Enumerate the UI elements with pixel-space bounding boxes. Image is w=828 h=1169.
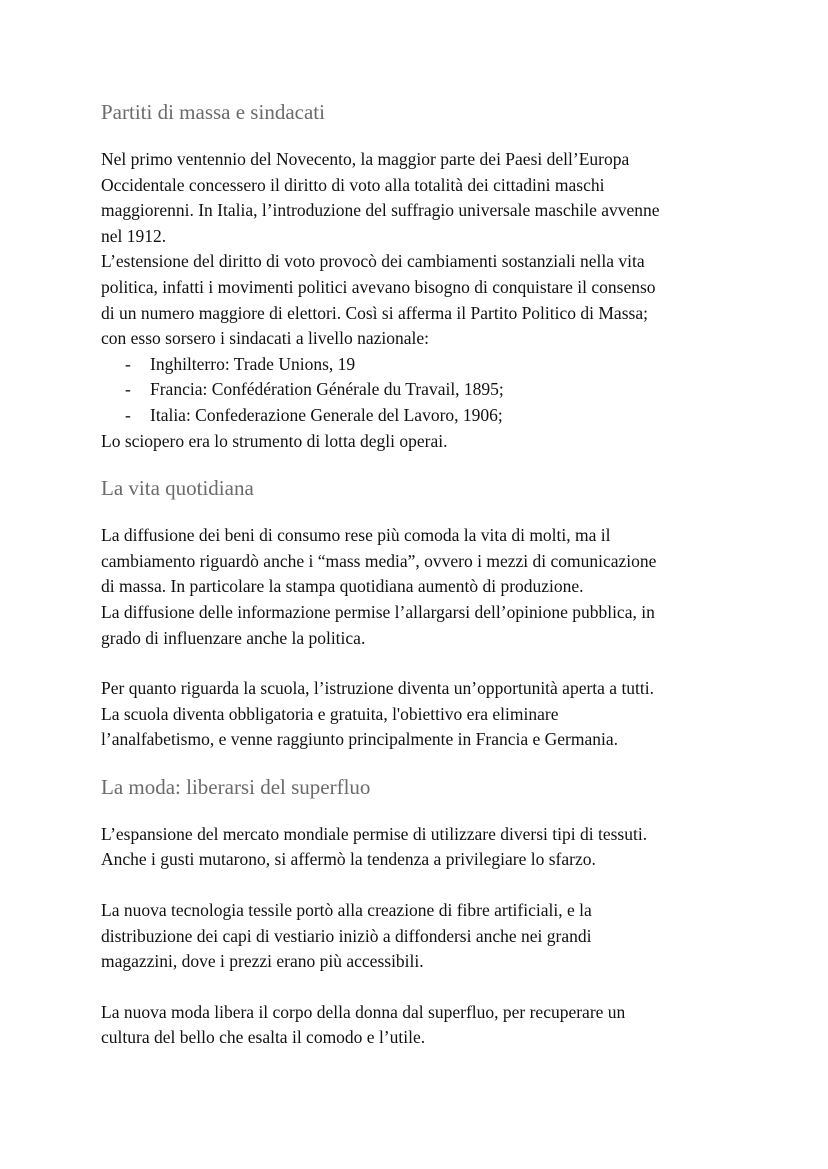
- dash-bullet: -: [125, 353, 131, 374]
- dash-bullet: -: [125, 379, 131, 400]
- closing-line: Lo sciopero era lo strumento di lotta degli operai.: [101, 430, 448, 451]
- text-line: con esso sorsero i sindacati a livello nazionale:: [101, 328, 430, 349]
- paragraph-mercato: [101, 822, 748, 873]
- text-line: La diffusione delle informazione permise l’allargarsi dell’opinione pubblica, in: [101, 601, 655, 622]
- text-line: La nuova moda libera il corpo della donna dal superfluo, per recuperare un: [101, 1001, 626, 1022]
- text-line: grado di influenzare anche la politica.: [101, 627, 366, 648]
- text-line: Anche i gusti mutarono, si affermò la tendenza a privilegiare lo sfarzo.: [101, 849, 596, 870]
- text-line: distribuzione dei capi di vestiario iniziò a diffondersi anche nei grandi: [101, 925, 592, 946]
- text-line: La scuola diventa obbligatoria e gratuita, l'obiettivo era eliminare: [101, 703, 559, 724]
- text-line: magazzini, dove i prezzi erano più accessibili.: [101, 951, 424, 972]
- list-item: [125, 403, 748, 429]
- text-line: Nel primo ventennio del Novecento, la maggior parte dei Paesi dell’Europa: [101, 149, 630, 169]
- paragraph-tecnologia: [101, 898, 748, 975]
- text-line: La nuova tecnologia tessile portò alla creazione di fibre artificiali, e la: [101, 900, 592, 921]
- text-line: La diffusione dei beni di consumo rese più comoda la vita di molti, ma il: [101, 525, 611, 546]
- text-line: L’espansione del mercato mondiale permise di utilizzare diversi tipi di tessuti.: [101, 823, 648, 844]
- text-line: di un numero maggiore di elettori. Così si afferma il Partito Politico di Massa;: [101, 302, 648, 323]
- section-title-moda: La moda: liberarsi del superfluo: [101, 774, 371, 799]
- paragraph-partiti: [101, 147, 748, 352]
- list-item: [125, 352, 748, 378]
- text-line: Occidentale concessero il diritto di voto alla totalità dei cittadini maschi: [101, 174, 605, 195]
- paragraph-nuova-moda: [101, 1000, 748, 1051]
- text-line: nel 1912.: [101, 225, 167, 246]
- trade-union-list: [101, 352, 748, 429]
- text-line: Per quanto riguarda la scuola, l’istruzione diventa un’opportunità aperta a tutti.: [101, 678, 655, 699]
- text-line: L’estensione del diritto di voto provocò dei cambiamenti sostanziali nella vita: [101, 251, 645, 272]
- section-title-vita-quotidiana: La vita quotidiana: [101, 476, 254, 501]
- dash-bullet: -: [125, 404, 131, 425]
- section-title-partiti: Partiti di massa e sindacati: [101, 100, 325, 124]
- text-line: l’analfabetismo, e venne raggiunto principalmente in Francia e Germania.: [101, 729, 619, 750]
- list-item: [125, 377, 748, 403]
- list-item-text: Inghilterro: Trade Unions, 19: [150, 353, 356, 374]
- text-line: cambiamento riguardò anche i “mass media”, ovvero i mezzi di comunicazione: [101, 550, 657, 571]
- list-item-text: Francia: Confédération Générale du Travail, 1895;: [150, 379, 504, 400]
- text-line: di massa. In particolare la stampa quotidiana aumentò di produzione.: [101, 576, 584, 597]
- text-line: cultura del bello che esalta il comodo e l’utile.: [101, 1027, 426, 1048]
- list-item-text: Italia: Confederazione Generale del Lavoro, 1906;: [150, 404, 503, 425]
- paragraph-scuola: [101, 676, 748, 753]
- text-line: politica, infatti i movimenti politici avevano bisogno di conquistare il consenso: [101, 276, 656, 297]
- paragraph-mass-media: [101, 523, 748, 651]
- text-line: maggiorenni. In Italia, l’introduzione del suffragio universale maschile avvenne: [101, 200, 660, 221]
